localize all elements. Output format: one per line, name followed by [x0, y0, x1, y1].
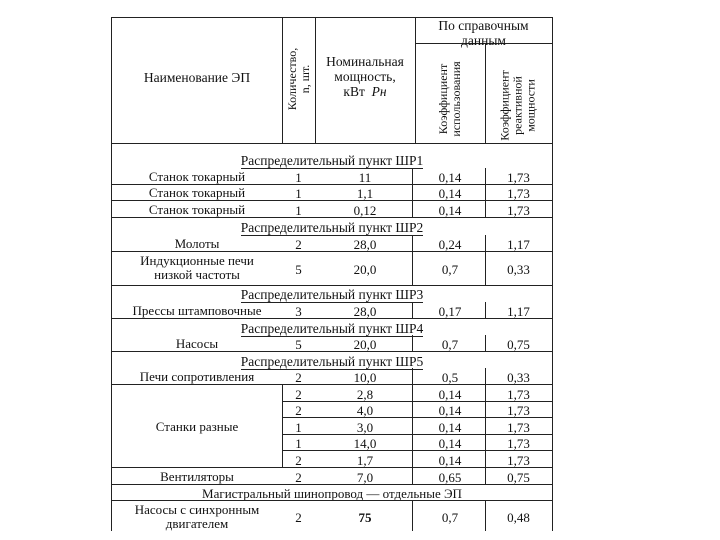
- section-title: Распределительный пункт ШР5: [240, 354, 424, 369]
- equipment-table: [111, 17, 553, 531]
- header-divider: [282, 18, 283, 143]
- col-header-ku: Коэффициент использования: [436, 61, 463, 137]
- row-tg: 1,73: [507, 420, 530, 435]
- row-divider: [112, 384, 552, 385]
- row-divider: [112, 184, 552, 185]
- row-power: 0,12: [353, 203, 377, 218]
- row-power: 4,0: [356, 403, 374, 418]
- row-tg: 1,17: [507, 237, 530, 252]
- row-qty: 2: [295, 237, 302, 252]
- row-qty: 1: [295, 170, 302, 185]
- row-tg: 0,33: [507, 262, 530, 277]
- header-divider: [315, 18, 316, 143]
- row-name: Насосы: [175, 336, 219, 351]
- row-power: 20,0: [353, 262, 377, 277]
- row-tg: 0,75: [507, 470, 530, 485]
- row-power: 7,0: [356, 470, 374, 485]
- row-tg: 0,33: [507, 370, 530, 385]
- row-name: Молоты: [174, 236, 220, 251]
- header-divider: [485, 43, 486, 143]
- row-power: 11: [358, 170, 372, 185]
- row-tg: 1,73: [507, 436, 530, 451]
- row-name: Печи сопротивления: [139, 369, 255, 384]
- row-divider: [112, 318, 552, 319]
- col-divider: [412, 368, 413, 484]
- row-qty: 3: [295, 304, 302, 319]
- col-divider: [412, 302, 413, 318]
- row-divider: [282, 401, 552, 402]
- row-ku: 0,14: [438, 203, 462, 218]
- row-divider: [112, 467, 552, 468]
- row-name: Станок токарный: [148, 185, 246, 200]
- row-power: 20,0: [353, 337, 377, 352]
- row-divider: [112, 200, 552, 201]
- row-ku: 0,7: [441, 510, 459, 525]
- row-qty: 1: [295, 203, 302, 218]
- row-tg: 0,75: [507, 337, 530, 352]
- row-ku: 0,7: [441, 337, 459, 352]
- col-divider: [485, 235, 486, 285]
- col-header-tg: Коэффициент реактивной мощности: [497, 70, 538, 141]
- row-name: Станок токарный: [148, 169, 246, 184]
- row-divider: [282, 434, 552, 435]
- row-divider: [282, 450, 552, 451]
- row-divider: [112, 351, 552, 352]
- col-divider: [485, 500, 486, 531]
- row-name: Станки разные: [155, 419, 239, 434]
- row-divider: [112, 484, 552, 485]
- row-qty: 1: [295, 436, 302, 451]
- row-power: 1,1: [356, 186, 374, 201]
- section-title: Распределительный пункт ШР1: [240, 153, 424, 168]
- col-divider: [412, 335, 413, 351]
- row-qty: 2: [295, 453, 302, 468]
- col-divider: [485, 368, 486, 484]
- row-power: 1,7: [356, 453, 374, 468]
- row-power: 28,0: [353, 237, 377, 252]
- section-title: Распределительный пункт ШР4: [240, 321, 424, 336]
- row-divider: [112, 251, 552, 252]
- row-name: Вентиляторы: [160, 469, 234, 484]
- row-power: 10,0: [353, 370, 377, 385]
- row-tg: 1,73: [507, 170, 530, 185]
- row-ku: 0,65: [438, 470, 462, 485]
- row-divider: [112, 500, 552, 501]
- row-qty: 2: [295, 403, 302, 418]
- col-divider: [412, 500, 413, 531]
- row-ku: 0,14: [438, 186, 462, 201]
- row-ku: 0,7: [441, 262, 459, 277]
- section-title: Распределительный пункт ШР3: [240, 287, 424, 302]
- row-name: Индукционные печи низкой частоты: [140, 253, 254, 282]
- row-qty: 1: [295, 186, 302, 201]
- row-qty: 5: [295, 337, 302, 352]
- col-group-reference: По справочным данным: [438, 18, 529, 48]
- row-ku: 0,14: [438, 387, 462, 402]
- row-qty: 2: [295, 387, 302, 402]
- col-header-name: Наименование ЭП: [143, 70, 251, 85]
- row-ku: 0,14: [438, 420, 462, 435]
- row-ku: 0,5: [441, 370, 459, 385]
- col-header-qty: Количество, n, шт.: [285, 47, 312, 111]
- row-tg: 1,73: [507, 403, 530, 418]
- row-ku: 0,24: [438, 237, 462, 252]
- header-bottom-line: [112, 143, 552, 144]
- row-tg: 1,73: [507, 387, 530, 402]
- header-divider: [415, 18, 416, 143]
- row-qty: 2: [295, 370, 302, 385]
- row-ku: 0,14: [438, 403, 462, 418]
- row-qty: 1: [295, 420, 302, 435]
- row-power: 14,0: [353, 436, 377, 451]
- row-qty: 2: [295, 470, 302, 485]
- row-power: 75: [358, 510, 372, 525]
- row-divider: [282, 417, 552, 418]
- row-tg: 1,73: [507, 186, 530, 201]
- col-divider: [485, 302, 486, 318]
- row-tg: 1,73: [507, 203, 530, 218]
- row-ku: 0,14: [438, 170, 462, 185]
- col-divider: [282, 384, 283, 467]
- row-tg: 1,73: [507, 453, 530, 468]
- section-title: Распределительный пункт ШР2: [240, 220, 424, 235]
- col-divider: [485, 335, 486, 351]
- col-divider: [485, 168, 486, 217]
- row-qty: 5: [295, 262, 302, 277]
- col-header-power: Номинальная мощность, кВт Pн: [326, 54, 404, 99]
- row-tg: 1,17: [507, 304, 530, 319]
- row-qty: 2: [295, 510, 302, 525]
- col-divider: [412, 168, 413, 217]
- row-name: Насосы с синхронным двигателем: [134, 502, 260, 531]
- row-ku: 0,17: [438, 304, 462, 319]
- row-power: 2,8: [356, 387, 374, 402]
- section-title: Магистральный шинопровод — отдельные ЭП: [202, 486, 462, 501]
- row-power: 28,0: [353, 304, 377, 319]
- row-divider: [112, 217, 552, 218]
- row-divider: [112, 285, 552, 286]
- row-name: Прессы штамповочные: [132, 303, 262, 318]
- row-tg: 0,48: [507, 510, 530, 525]
- row-ku: 0,14: [438, 436, 462, 451]
- row-power: 3,0: [356, 420, 374, 435]
- row-ku: 0,14: [438, 453, 462, 468]
- row-name: Станок токарный: [148, 202, 246, 217]
- col-divider: [412, 235, 413, 285]
